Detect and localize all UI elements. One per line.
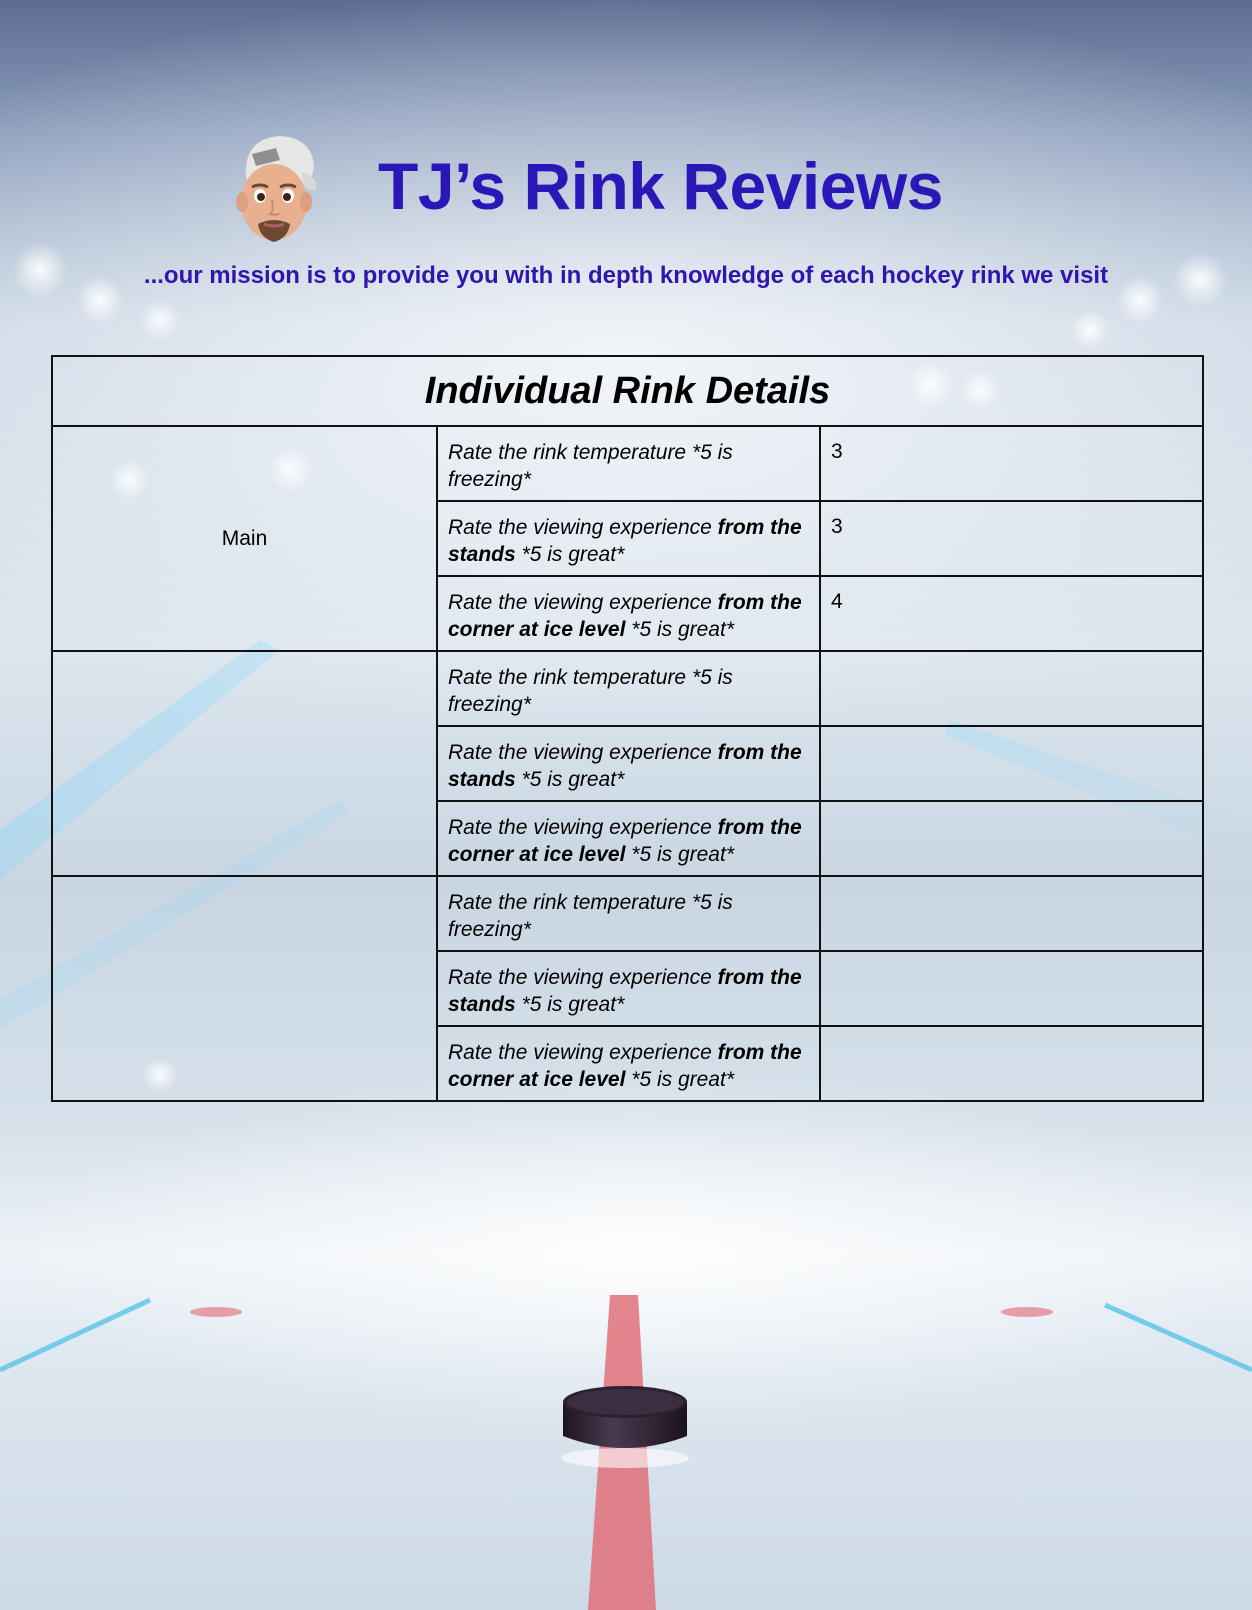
question-text: Rate the viewing experience [448,966,718,989]
temperature-score[interactable] [820,876,1203,951]
corner-score[interactable]: 4 [820,576,1203,651]
page-header [0,128,1252,238]
question-suffix: *5 is great* [515,543,625,566]
rink-name-cell[interactable] [52,651,437,876]
question-suffix: *5 is great* [515,768,625,791]
mission-statement: ...our mission is to provide you with in depth knowledge of each hockey rink we visit [143,262,1109,289]
question-emphasis: from the stands [448,966,802,1016]
rink-name-cell: Main [52,426,437,651]
question-text: Rate the rink temperature *5 is freezing* [448,441,733,491]
question-emphasis: from the stands [448,741,802,791]
table-row [52,876,1203,951]
corner-score[interactable] [820,1026,1203,1101]
question-text: Rate the rink temperature *5 is freezing* [448,666,733,716]
temperature-question [437,651,820,726]
stands-question [437,951,820,1026]
stands-question [437,501,820,576]
question-suffix: *5 is great* [515,993,625,1016]
corner-question [437,801,820,876]
table-row [52,426,1203,501]
corner-question [437,1026,820,1101]
corner-question [437,576,820,651]
rink-details-table [51,355,1204,1102]
temperature-score[interactable] [820,651,1203,726]
question-text: Rate the viewing experience [448,591,718,614]
question-text: Rate the viewing experience [448,741,718,764]
rink-name-cell[interactable] [52,876,437,1101]
question-suffix: *5 is great* [625,1068,734,1091]
page-title: TJ’s Rink Reviews [378,149,943,223]
table-row [52,651,1203,726]
temperature-question [437,876,820,951]
stands-score[interactable] [820,951,1203,1026]
question-suffix: *5 is great* [625,618,734,641]
question-text: Rate the viewing experience [448,1041,718,1064]
question-emphasis: from the corner at ice level [448,1041,802,1091]
temperature-score[interactable]: 3 [820,426,1203,501]
stands-score[interactable]: 3 [820,501,1203,576]
question-emphasis: from the corner at ice level [448,591,802,641]
temperature-question [437,426,820,501]
corner-score[interactable] [820,801,1203,876]
memoji-avatar-icon [232,132,324,244]
hockey-puck-icon [560,1380,690,1470]
question-suffix: *5 is great* [625,843,734,866]
stands-question [437,726,820,801]
question-emphasis: from the corner at ice level [448,816,802,866]
question-text: Rate the rink temperature *5 is freezing* [448,891,733,941]
question-text: Rate the viewing experience [448,816,718,839]
table-caption: Individual Rink Details [52,356,1203,426]
stands-score[interactable] [820,726,1203,801]
question-emphasis: from the stands [448,516,802,566]
question-text: Rate the viewing experience [448,516,718,539]
